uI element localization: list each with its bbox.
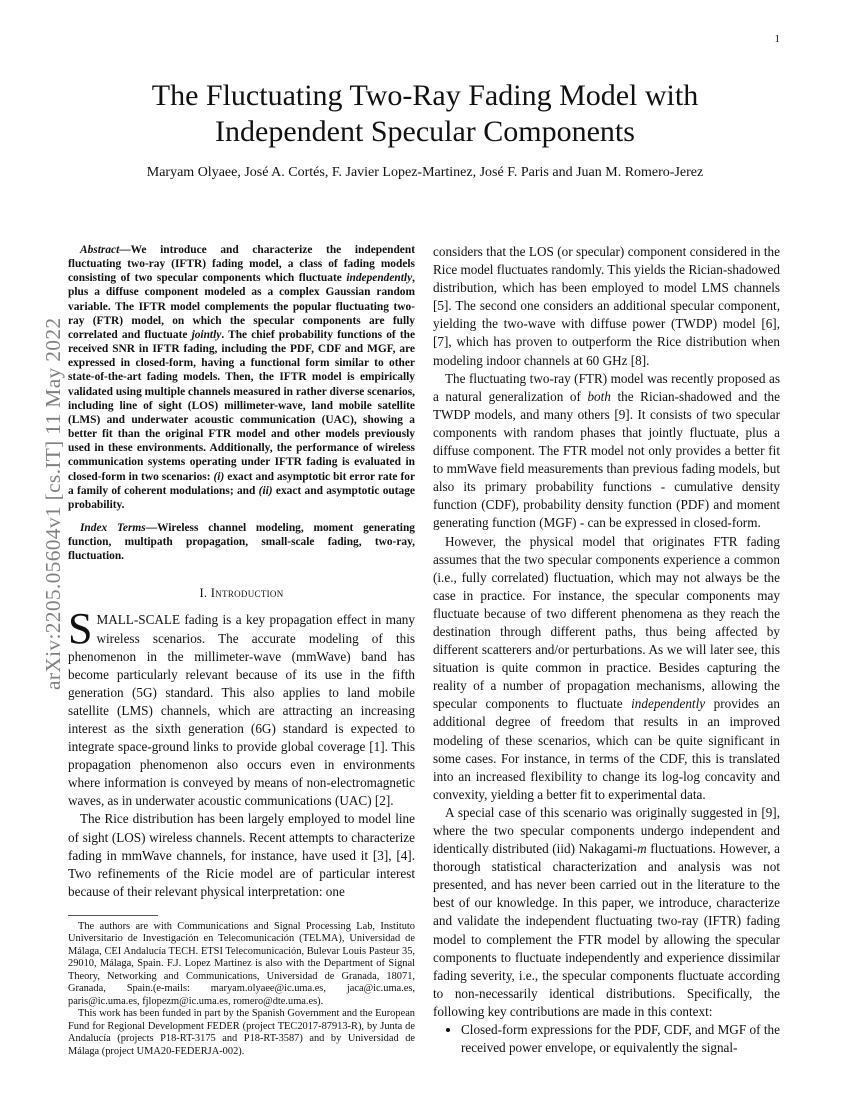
- abstract-emph-2: jointly: [191, 328, 222, 341]
- right-paragraph-2-text-a: The fluctuating two-ray (FTR) model was recently proposed as a natural generalization of: [433, 370, 780, 404]
- right-paragraph-4-text-a: A special case of this scenario was originally suggested in [9], where the two specular components undergo independent and identically distributed (iid) Nakagami-: [433, 804, 780, 857]
- footnote-funding: This work has been funded in part by the Spanish Government and the European Fund for Regional Development FEDER (project TEC2017-87913-R), by Junta de Andalucía (projects P18-RT-3175 and P18-RT-3587) and by Universidad de Málaga (project UMA20-FEDERJA-002).: [68, 1008, 415, 1057]
- contribution-item: • Closed-form expressions for the PDF, CDF, and MGF of the received power envelope, or equivalently the signal-: [461, 1021, 780, 1057]
- right-paragraph-3-emph: independently: [631, 696, 706, 712]
- paper-title: [70, 78, 780, 150]
- right-column: [433, 243, 780, 1057]
- arxiv-identifier: arXiv:2205.05604v1 [cs.IT] 11 May 2022: [41, 317, 65, 690]
- contributions-list: [433, 1021, 780, 1057]
- right-paragraph-3: [433, 533, 780, 804]
- right-paragraph-4-text-b: fluctuations. However, a thorough statistical characterization and analysis was not presented, and has never been carried out in the literature to the best of our knowledge. In this paper, we introduce, characterize and validate the independent fluctuating two-ray (IFTR) fading model to complement the FTR model by allowing the specular components to fluctuate independently and experience dissimilar fading severity, i.e., the specular components fluctuate according to non-necessarily identical distributions. Specifically, the following key contributions are made in this context:: [433, 841, 780, 1019]
- intro-paragraph-1-text: MALL-SCALE fading is a key propagation effect in many wireless scenarios. The accurate modeling of this phenomenon in the millimeter-wave (mmWave) band has become particularly relevant because of its use in the fifth generation (5G) standard. This also applies to land mobile satellite (LMS) channels, which are attracting an increasing interest as the sixth generation (6G) standard is expected to integrate space-ground links to provide global coverage [1]. This propagation phenomenon also occurs even in environments where information is conveyed by means of non-electromagnetic waves, as in underwater acoustic communications (UAC) [2].: [68, 612, 415, 809]
- index-terms-label: Index Terms: [80, 521, 146, 534]
- title-line-1: The Fluctuating Two-Ray Fading Model with: [151, 79, 699, 112]
- right-paragraph-2-text-b: the Rician-shadowed and the TWDP models, and many others [9]. It consists of two specular components with random phases that jointly fluctuate, plus a diffuse component. The FTR model not only provides a better fit to mmWave field measurements than previous fading models, but also its primary probability functions - cumulative density function (CDF), probability density function (PDF) and moment generating function (MGF) - can be expressed in closed-form.: [433, 388, 780, 531]
- right-paragraph-3-text-a: However, the physical model that originates FTR fading assumes that the two specular components experience a common (i.e., fully correlated) fluctuation, which may not always be the case in practice. For instance, the specular components may fluctuate because of two different phenomena as they reach the destination through different paths, thus being affected by different scatterers and/or perturbations. As we will later see, this situation is quite common in practice. Besides capturing the reality of a number of propagation mechanisms, allowing the specular components to fluctuate: [433, 533, 780, 712]
- left-column: [68, 243, 415, 1058]
- index-terms: [68, 521, 415, 563]
- right-paragraph-4: [433, 804, 780, 1021]
- abstract-text-5: exact and asymptotic outage probability.: [68, 484, 415, 511]
- right-paragraph-2: [433, 370, 780, 533]
- abstract: [68, 243, 415, 512]
- footnote-divider: [68, 915, 158, 916]
- abstract-text-3: . The chief probability functions of the received SNR in IFTR fading, including the PDF, CDF and MGF, are expressed in closed-form, having a functional form similar to other state-of-the-art fading models. Then, the IFTR model is empirically validated using multiple channels measured in rather diverse scenarios, including line of sight (LOS) millimeter-wave, land mobile satellite (LMS) and underwater acoustic communication (UAC), showing a better fit than the original FTR model and other models previously used in these environments. Additionally, the performance of wireless communication systems operating under IFTR fading is evaluated in closed-form in two scenarios:: [68, 328, 416, 483]
- title-line-2: Independent Specular Components: [215, 115, 635, 148]
- abstract-text-1: —We introduce and characterize the independent fluctuating two-ray (IFTR) fading model, a class of fading models consisting of two specular components which fluctuate: [68, 244, 415, 285]
- abstract-emph-4: (ii): [258, 484, 273, 497]
- author-list: Maryam Olyaee, José A. Cortés, F. Javier Lopez-Martinez, José F. Paris and Juan M. Romero-Jerez: [146, 165, 704, 180]
- abstract-label: Abstract: [80, 244, 120, 256]
- page-number: 1: [774, 33, 780, 45]
- footnote-affiliations: The authors are with Communications and Signal Processing Lab, Instituto Universitario de Investigación en Telecomunicación (TELMA), Universidad de Málaga, CEI Andalucía TECH. ETSI Telecomunicación, Bulevar Louis Pasteur 35, 29010, Málaga, Spain. F.J. Lopez Martinez is also with the Department of Signal Theory, Networking and Communications, Universidad de Granada, 18071, Granada, Spain.(e-mails: maryam.olyaee@ic.uma.es, jaca@ic.uma.es, paris@ic.uma.es, fjlopezm@ic.uma.es, romero@dte.uma.es).: [68, 920, 415, 1007]
- abstract-emph-1: independently: [346, 272, 413, 285]
- right-paragraph-1: considers that the LOS (or specular) component considered in the Rice model fluctuates randomly. This yields the Rician-shadowed distribution, which has been employed to model LMS channels [5]. The second one considers an additional specular component, yielding the two-wave with diffuse power (TWDP) model [6], [7], which has proven to outperform the Rice distribution when modeling indoor channels at 60 GHz [8].: [433, 244, 780, 368]
- abstract-emph-3: (i): [213, 470, 225, 483]
- intro-paragraph-1: [68, 604, 415, 810]
- index-terms-text: —Wireless channel modeling, moment generating function, multipath propagation, small-scale fading, two-ray, fluctuation.: [68, 521, 415, 563]
- intro-paragraph-2: The Rice distribution has been largely employed to model line of sight (LOS) wireless channels. Recent attempts to characterize fading in mmWave channels, for instance, have used it [3], [4]. Two refinements of the Ricie model are of particular interest because of their relevant physical interpretation: one: [68, 811, 415, 899]
- right-paragraph-4-emph: m: [637, 841, 647, 857]
- section-heading-introduction: I. Introduction: [199, 586, 284, 601]
- abstract-text-2: , plus a diffuse component modeled as a complex Gaussian random variable. The IFTR model complements the popular fluctuating two-ray (FTR) model, on which the specular components are fully correlated and fluctuate: [68, 272, 415, 341]
- right-paragraph-3-text-b: provides an additional degree of freedom that results in an improved modeling of these scenarios, which can be quite significant in some cases. For instance, in terms of the CDF, this is translated into an increased flexibility to change its log-log concavity and convexity, yielding a better fit to experimental data.: [433, 696, 780, 802]
- drop-cap: S: [68, 604, 93, 654]
- abstract-text-4: exact and asymptotic bit error rate for a family of coherent modulations; and: [68, 470, 416, 497]
- right-paragraph-2-emph: both: [587, 388, 611, 404]
